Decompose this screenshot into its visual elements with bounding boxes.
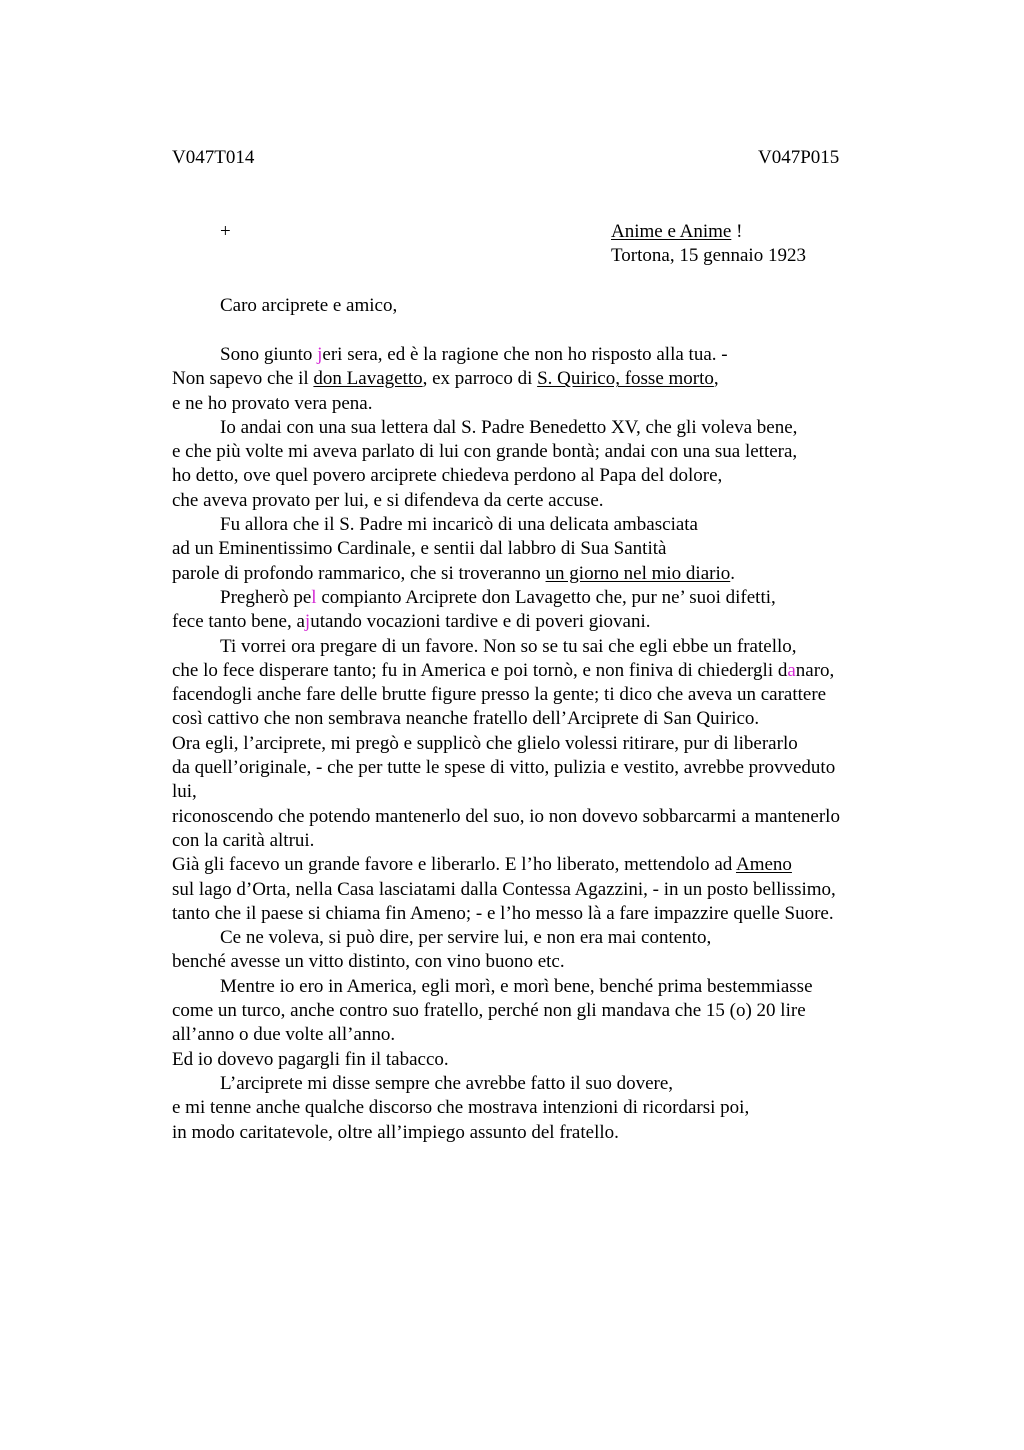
document-code-left: V047T014 bbox=[172, 147, 255, 168]
document-code-right: V047P015 bbox=[758, 147, 840, 168]
letter-title bbox=[611, 220, 806, 244]
body-line bbox=[172, 586, 912, 610]
letter-title-underlined: Anime e Anime bbox=[611, 221, 732, 242]
body-line: ho detto, ove quel povero arciprete chiedeva perdono al Papa del dolore, bbox=[172, 465, 723, 487]
highlighted-letter: a bbox=[787, 659, 796, 681]
salutation: Caro arciprete e amico, bbox=[220, 295, 398, 316]
body-line: e mi tenne anche qualche discorso che mostrava intenzioni di ricordarsi poi, bbox=[172, 1097, 750, 1119]
underlined-text: un giorno nel mio diario bbox=[545, 562, 731, 584]
underlined-text: Ameno bbox=[735, 854, 792, 876]
body-line bbox=[172, 367, 912, 391]
text-run: , bbox=[713, 368, 719, 390]
body-line: sul lago d’Orta, nella Casa lasciatami dalla Contessa Agazzini, - in un posto bellissimo, bbox=[172, 878, 836, 900]
body-line: che aveva provato per lui, e si difendeva da certe accuse. bbox=[172, 489, 604, 511]
body-line: come un turco, anche contro suo fratello, perché non gli mandava che 15 (o) 20 lire bbox=[172, 1000, 806, 1022]
title-block bbox=[611, 220, 806, 269]
body-line bbox=[172, 659, 912, 683]
body-line: all’anno o due volte all’anno. bbox=[172, 1024, 396, 1046]
text-run: Sono giunto bbox=[220, 344, 318, 365]
highlighted-letter: l bbox=[311, 586, 317, 608]
body-line: Mentre io ero in America, egli morì, e morì bene, benché prima bestemmiasse bbox=[220, 975, 813, 997]
body-line: con la carità altrui. bbox=[172, 829, 315, 851]
body-line: da quell’originale, - che per tutte le spese di vitto, pulizia e vestito, avrebbe provveduto bbox=[172, 757, 836, 779]
body-line: lui, bbox=[172, 781, 197, 803]
text-run: naro, bbox=[795, 659, 835, 681]
text-run: Non sapevo che il bbox=[172, 368, 314, 390]
body-line: così cattivo che non sembrava neanche fratello dell’Arciprete di San Quirico. bbox=[172, 708, 760, 730]
text-run: che lo fece disperare tanto; fu in America e poi tornò, e non finiva di chiedergli d bbox=[172, 659, 788, 681]
body-line: Ed io dovevo pagargli fin il tabacco. bbox=[172, 1048, 449, 1070]
place-date: Tortona, 15 gennaio 1923 bbox=[611, 245, 806, 267]
body-line: benché avesse un vitto distinto, con vino buono etc. bbox=[172, 951, 565, 973]
text-run: utando vocazioni tardive e di poveri giovani. bbox=[310, 611, 651, 633]
body-line: e che più volte mi aveva parlato di lui con grande bontà; andai con una sua lettera, bbox=[172, 441, 798, 463]
highlighted-letter: j bbox=[317, 344, 323, 365]
body-line: ad un Eminentissimo Cardinale, e sentii dal labbro di Sua Santità bbox=[172, 538, 667, 560]
body-line: L’arciprete mi disse sempre che avrebbe fatto il suo dovere, bbox=[220, 1072, 674, 1094]
body-line bbox=[172, 343, 912, 367]
text-run: . bbox=[730, 562, 735, 584]
text-run: fece tanto bene, a bbox=[172, 611, 305, 633]
letter-body bbox=[172, 343, 912, 1145]
text-run: Pregherò pe bbox=[220, 586, 312, 608]
highlighted-letter: j bbox=[304, 611, 311, 633]
text-run: compianto Arciprete don Lavagetto che, pur ne’ suoi difetti, bbox=[316, 586, 776, 608]
body-line: riconoscendo che potendo mantenerlo del suo, io non dovevo sobbarcarmi a mantenerlo bbox=[172, 805, 840, 827]
body-line: e ne ho provato vera pena. bbox=[172, 392, 373, 414]
cross-mark: + bbox=[220, 221, 231, 242]
body-line: Ce ne voleva, si può dire, per servire lui, e non era mai contento, bbox=[220, 927, 712, 949]
body-line bbox=[172, 610, 912, 634]
body-line: in modo caritatevole, oltre all’impiego assunto del fratello. bbox=[172, 1121, 619, 1143]
text-run: parole di profondo rammarico, che si troveranno bbox=[172, 562, 546, 584]
letter-title-rest: ! bbox=[731, 221, 743, 242]
text-run: Già gli facevo un grande favore e liberarlo. E l’ho liberato, mettendolo ad bbox=[172, 854, 736, 876]
body-line: tanto che il paese si chiama fin Ameno; - e l’ho messo là a fare impazzire quelle Suore. bbox=[172, 902, 834, 924]
body-line: Fu allora che il S. Padre mi incaricò di una delicata ambasciata bbox=[220, 514, 698, 536]
underlined-text: don Lavagetto bbox=[313, 368, 423, 390]
underlined-text: S. Quirico, fosse morto bbox=[537, 368, 714, 390]
text-run: , ex parroco di bbox=[422, 368, 538, 390]
body-line: Io andai con una sua lettera dal S. Padre Benedetto XV, che gli voleva bene, bbox=[220, 416, 798, 438]
body-line: Ora egli, l’arciprete, mi pregò e supplicò che glielo volessi ritirare, pur di liberarlo bbox=[172, 732, 798, 754]
body-line: Ti vorrei ora pregare di un favore. Non so se tu sai che egli ebbe un fratello, bbox=[220, 635, 797, 657]
body-line bbox=[172, 562, 912, 586]
body-line bbox=[172, 853, 912, 877]
text-run: eri sera, ed è la ragione che non ho risposto alla tua. - bbox=[322, 344, 728, 365]
body-line: facendogli anche fare delle brutte figure presso la gente; ti dico che aveva un carattere bbox=[172, 684, 827, 706]
